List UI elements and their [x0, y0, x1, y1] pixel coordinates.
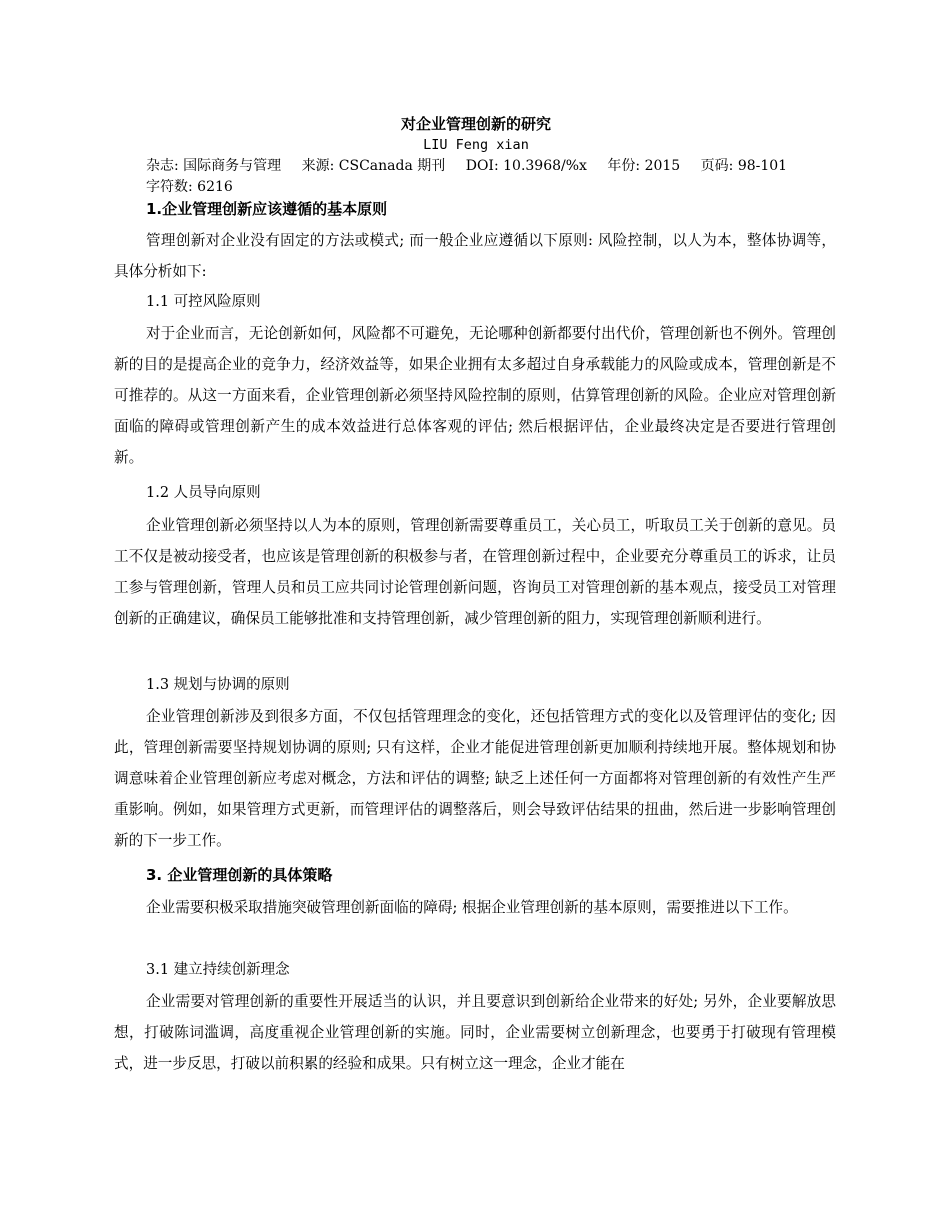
meta-year: 年份: 2015 [607, 158, 681, 174]
section-3-1-body: 企业需要对管理创新的重要性开展适当的认识，并且要意识到创新给企业带来的好处; 另外，企业要解放思想，打破陈词滥调，高度重视企业管理创新的实施。同时，企业需要树立创新理念，也要勇于打破现有管理模式，进一步反思，打破以前积累的经验和成果。只有树立这一理念，企业才能在 [114, 993, 836, 1072]
article-title: 对企业管理创新的研究 [400, 115, 551, 133]
meta-wordcount: 字符数: 6216 [146, 179, 233, 195]
section-3-heading: 3. 企业管理创新的具体策略 [146, 866, 333, 884]
section-3-1-heading: 3.1 建立持续创新理念 [146, 962, 290, 978]
section-1-3-body: 企业管理创新涉及到很多方面，不仅包括管理理念的变化，还包括管理方式的变化以及管理评估的变化; 因此，管理创新需要坚持规划协调的原则; 只有这样，企业才能促进管理创新更加顺利持续地开展。整体规划和协调意味着企业管理创新应考虑对概念，方法和评估的调整; 缺乏上述任何一方面都将对管理创新的有效性产生严重影响。例如，如果管理方式更新，而管理评估的调整落后，则会导致评估结果的扭曲，然后进一步影响管理创新的下一步工作。 [114, 708, 836, 849]
article-meta [146, 156, 846, 176]
meta-source: 来源: CSCanada 期刊 [301, 158, 446, 174]
section-1-intro: 管理创新对企业没有固定的方法或模式; 而一般企业应遵循以下原则: 风险控制，以人为本，整体协调等，具体分析如下: [114, 232, 836, 280]
section-1-1-heading: 1.1 可控风险原则 [146, 294, 261, 310]
meta-pages: 页码: 98-101 [700, 158, 788, 174]
section-1-heading: 1.企业管理创新应该遵循的基本原则 [146, 200, 388, 218]
article-author: LIU Feng xian [423, 137, 529, 153]
section-1-1-body: 对于企业而言，无论创新如何，风险都不可避免，无论哪种创新都要付出代价，管理创新也不例外。管理创新的目的是提高企业的竞争力，经济效益等，如果企业拥有太多超过自身承载能力的风险或成本，管理创新是不可推荐的。从这一方面来看，企业管理创新必须坚持风险控制的原则，估算管理创新的风险。企业应对管理创新面临的障碍或管理创新产生的成本效益进行总体客观的评估; 然后根据评估，企业最终决定是否要进行管理创新。 [114, 325, 836, 466]
meta-journal: 杂志: 国际商务与管理 [146, 158, 282, 174]
section-1-3-heading: 1.3 规划与协调的原则 [146, 677, 290, 693]
section-3-intro: 企业需要积极采取措施突破管理创新面临的障碍; 根据企业管理创新的基本原则，需要推进以下工作。 [146, 899, 798, 916]
section-1-2-heading: 1.2 人员导向原则 [146, 485, 261, 501]
section-1-2-body: 企业管理创新必须坚持以人为本的原则，管理创新需要尊重员工，关心员工，听取员工关于创新的意见。员工不仅是被动接受者，也应该是管理创新的积极参与者，在管理创新过程中，企业要充分尊重员工的诉求，让员工参与管理创新，管理人员和员工应共同讨论管理创新问题，咨询员工对管理创新的基本观点，接受员工对管理创新的正确建议，确保员工能够批准和支持管理创新，减少管理创新的阻力，实现管理创新顺利进行。 [114, 517, 836, 627]
meta-doi: DOI: 10.3968/%x [465, 158, 587, 174]
